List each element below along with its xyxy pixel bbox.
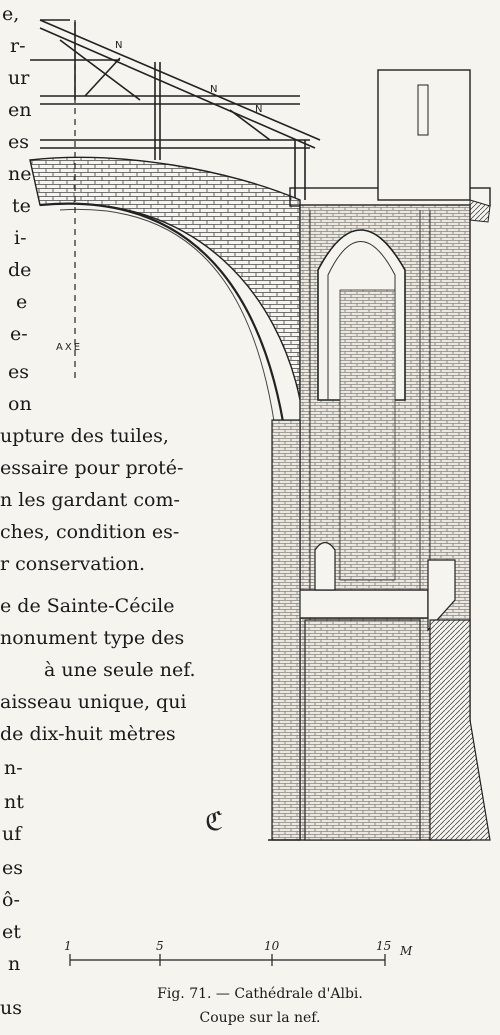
scale-tick-label: 15 bbox=[376, 939, 392, 953]
wall-niche bbox=[315, 543, 335, 591]
text-line: uf bbox=[2, 823, 22, 845]
text-line: en bbox=[8, 99, 32, 121]
text-line: de bbox=[8, 259, 32, 281]
figure-caption-subtitle: Coupe sur la nef. bbox=[199, 1010, 321, 1026]
gallery-band bbox=[298, 590, 428, 618]
text-line: nonument type des bbox=[0, 627, 185, 649]
scale-tick-label: 10 bbox=[264, 939, 280, 953]
text-line: et bbox=[2, 921, 21, 943]
text-line: de dix-huit mètres bbox=[0, 723, 176, 745]
text-line: ur bbox=[8, 67, 30, 89]
text-line: e bbox=[16, 291, 28, 313]
figure-caption-title: Fig. 71. — Cathédrale d'Albi. bbox=[157, 986, 363, 1002]
text-line: es bbox=[8, 131, 29, 153]
text-line: us bbox=[0, 997, 22, 1019]
text-line: on bbox=[8, 393, 32, 415]
text-line: n les gardant com- bbox=[0, 489, 180, 511]
scale-tick-label: 1 bbox=[64, 939, 72, 953]
text-line: e, bbox=[2, 3, 20, 25]
vault-arch bbox=[30, 157, 300, 400]
roof-letter: N bbox=[255, 104, 265, 115]
text-line: e de Sainte-Cécile bbox=[0, 595, 175, 617]
axis-label: AXE bbox=[56, 342, 83, 353]
monogram: ℭ bbox=[205, 807, 224, 837]
text-line: nt bbox=[4, 791, 24, 813]
text-line: ches, condition es- bbox=[0, 521, 180, 543]
text-line: upture des tuiles, bbox=[0, 425, 169, 447]
text-line: à une seule nef. bbox=[44, 659, 196, 681]
text-line: n bbox=[8, 953, 21, 975]
text-line: r conservation. bbox=[0, 553, 146, 575]
roof-letter: N bbox=[115, 40, 125, 51]
text-line: n- bbox=[4, 757, 23, 779]
scale-unit: M bbox=[400, 944, 413, 958]
text-line: e- bbox=[10, 323, 28, 345]
text-line: i- bbox=[14, 227, 27, 249]
lower-buttress-slope bbox=[430, 620, 490, 840]
text-line: te bbox=[12, 195, 31, 217]
scale-bar bbox=[70, 954, 385, 966]
text-line: r- bbox=[10, 35, 26, 57]
text-line: essaire pour proté- bbox=[0, 457, 184, 479]
scale-tick-label: 5 bbox=[156, 939, 164, 953]
left-shaft bbox=[272, 420, 300, 840]
text-line: ne bbox=[8, 163, 32, 185]
text-line: ô- bbox=[2, 889, 20, 911]
lower-wall bbox=[305, 620, 420, 840]
text-line: es bbox=[8, 361, 29, 383]
text-line: es bbox=[2, 857, 23, 879]
roof-letter: N bbox=[210, 84, 220, 95]
text-line: aisseau unique, qui bbox=[0, 691, 187, 713]
